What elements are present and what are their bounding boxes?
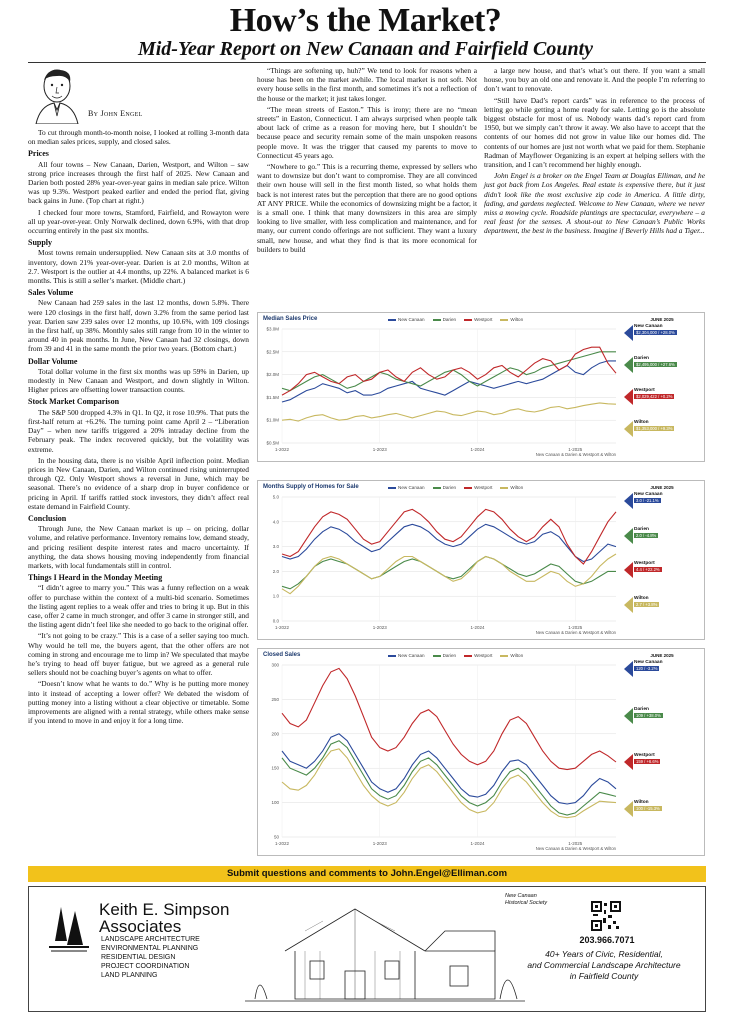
x-tick-label: 1-2022: [274, 841, 290, 846]
paragraph: a large new house, and that’s what’s out there. If you want a small house, you buy an old one and renovate it. And the people I’m referring to don’t want to renovate.: [484, 66, 705, 94]
summary-value: $2,495,000 / +27.6%: [636, 362, 675, 367]
summary-value: $2,304,000 / +28.0%: [636, 330, 675, 335]
pointer-arrow-icon: [624, 661, 633, 677]
chart-footer: New Canaan & Darien & Westport & Wilton: [535, 452, 616, 457]
summary-town: Darien: [634, 706, 649, 712]
pointer-arrow-icon: [624, 754, 633, 770]
advertisement: [28, 886, 706, 1012]
paragraph: “Nowhere to go.” This is a recurring theme, expressed by sellers who want to downsize but don’t want to compromise. They are all convinced their own house will sell in the first month listed, so what holds them back is not interest rates but the perception that there are no good options AT ANY PRICE. While the economics of downsizing might be a factor, it is a small one. I think that many downsizers in this area are simply looking to live smaller, with less complication and maintenance, and for many, our current condo offerings are not sufficient. They want a luxury small, new house, and what they find is that its more economical for builders to build: [257, 162, 477, 254]
paragraph: I checked four more towns, Stamford, Fairfield, and Rowayton were all up year-over-year. Only Norwalk declined, down 6.9%, with that drop occurring entirely in the past six months.: [28, 207, 249, 236]
summary-item: [624, 324, 700, 342]
pointer-arrow-icon: [624, 801, 633, 817]
paragraph: In the housing data, there is no visible April inflection point. Median prices in New Canaan, Darien, and Wilton continued rising uninterrupted through Q2. Only Westport shows a reversal in June, which may be seasonal. There’s no evidence of a sharp drop in buyer confidence or pricing in April. If tariffs rattled stock investors, they didn’t affect real estate demand in Fairfield County.: [28, 455, 249, 511]
x-tick-label: 1-2024: [470, 625, 485, 630]
summary-value: 100 / -15.3%: [636, 805, 660, 811]
qr-code-icon[interactable]: [591, 901, 621, 931]
x-tick-label: 1-2022: [274, 447, 290, 452]
paragraph: “Doesn’t know what he wants to do.” Why is he putting more money into it instead of accepting a lower offer? We debated the wisdom of putting money into a listing without a clear objective or timetable. Some improvements are aligned with a rental strategy, while others make sense if you intend to move in and enjoy it for a long time.: [28, 679, 249, 726]
y-tick-label: $2.0M: [266, 372, 279, 378]
intro-paragraph: To cut through month-to-month noise, I looked at rolling 3-month data on median sales prices, supply, and closed sales.: [28, 128, 249, 147]
article-column-1: [28, 128, 249, 727]
summary-value: $1,353,000 / +9.3%: [636, 426, 673, 431]
pointer-arrow-icon: [624, 597, 633, 613]
summary-town: New Canaan: [634, 324, 663, 329]
x-tick-label: 1-2024: [470, 447, 485, 452]
page-title: How’s the Market?: [229, 2, 502, 39]
pointer-arrow-icon: [624, 357, 633, 373]
x-tick-label: 1-2023: [372, 841, 387, 846]
ad-service: PROJECT COORDINATION: [101, 963, 190, 970]
series-line-westport: [282, 509, 616, 564]
y-tick-label: $1.5M: [266, 394, 279, 400]
x-tick-label: 1-2024: [470, 841, 485, 846]
tagline-line: and Commercial Landscape Architecture: [527, 960, 681, 970]
series-line-wilton: [282, 749, 616, 818]
summary-value: 2.0 / -4.8%: [636, 532, 657, 538]
summary-town: Darien: [634, 526, 649, 532]
y-tick-label: $0.5M: [266, 440, 279, 446]
ad-service: LANDSCAPE ARCHITECTURE: [101, 936, 200, 943]
legend-label: Westport: [474, 485, 493, 490]
x-tick-label: 1-2022: [274, 625, 290, 630]
ad-services-list: [101, 935, 200, 980]
chart-summary-box: [624, 485, 700, 630]
ad-service: RESIDENTIAL DESIGN: [101, 954, 176, 961]
paragraph: “Things are softening up, huh?” We tend to look for reasons when a house has been on the market awhile. The local market is not soft. Not every house sells in the first month, and sometimes it’s not a reflection of the house or the market; it just takes longer.: [257, 66, 477, 103]
section-heading: Sales Volume: [28, 288, 74, 298]
ad-sketch-caption: [505, 893, 547, 906]
legend-label: Westport: [474, 653, 493, 658]
summary-value: 109 / +38.0%: [636, 712, 661, 718]
summary-item: [624, 420, 700, 438]
pointer-arrow-icon: [624, 493, 633, 509]
y-tick-label: 1.0: [272, 593, 279, 599]
summary-town: Wilton: [634, 595, 649, 601]
summary-item: [624, 707, 700, 725]
section-heading: Dollar Volume: [28, 356, 78, 366]
y-tick-label: 150: [271, 765, 279, 771]
pointer-arrow-icon: [624, 325, 633, 341]
paragraph: Through June, the New Canaan market is up – on pricing, dollar volume, and relative performance. Inventory remains low, demand steady, and pricing resilient despite interest rates and macro uncertainty. If anything, the data shows housing moving independently from financial markets, with local fundamentals still in control.: [28, 524, 249, 570]
author-portrait: [32, 66, 82, 124]
x-tick-label: 1-2023: [372, 447, 387, 452]
x-tick-label: 1-2025: [568, 841, 583, 846]
y-tick-label: $3.0M: [266, 326, 279, 332]
ad-company-name: [99, 901, 229, 935]
legend-label: Darien: [442, 317, 457, 322]
legend-label: New Canaan: [398, 317, 425, 322]
chart-footer: New Canaan & Darien & Westport & Wilton: [535, 630, 616, 635]
paragraph: Total dollar volume in the first six months was up 59% in Darien, up modestly in New Canaan and Westport, and down slightly in Wilton. Higher prices are offsetting lower transaction counts.: [28, 366, 249, 395]
legend-label: New Canaan: [398, 653, 425, 658]
series-line-westport: [282, 668, 616, 769]
pointer-arrow-icon: [624, 708, 633, 724]
tree-logo-icon: [45, 901, 93, 953]
tagline-line: in Fairfield County: [569, 971, 639, 981]
y-tick-label: 5.0: [272, 494, 279, 500]
caption-line: New Canaan: [505, 893, 537, 899]
summary-header: JUNE 2025: [650, 485, 674, 490]
historical-society-sketch: [245, 891, 525, 1009]
summary-item: [624, 388, 700, 406]
ad-company-line: Associates: [99, 917, 182, 936]
legend-label: Wilton: [510, 653, 524, 658]
header-rule: [28, 62, 706, 63]
pointer-arrow-icon: [624, 421, 633, 437]
caption-line: Historical Society: [505, 899, 548, 906]
summary-item: [624, 356, 700, 374]
paragraph: “It’s not going to be crazy.” This is a case of a seller saying too much. Why would he tell me, the buyers agent, that the other offers are not coming in strong and encourage me to limp in? We speculated that maybe he’s trying to head off buyer fatigue, but we agreed as a general rule sellers should not be coaching buyer’s agents on what to offer.: [28, 631, 249, 678]
paragraph: New Canaan had 259 sales in the last 12 months, down 5.8%. There were 120 closings in the first half, down 3.2% from the same period last year. Darien saw 239 sales over 12 months, up 10.6%, with 109 closings in the first half, up 38%. Monthly sales still range from 10 in the winter to around 40 in peak months. In June, New Canaan had 32 closings, down from 39 and 41 in the same month the prior two years. (Bottom chart.): [28, 298, 249, 354]
section-heading: Conclusion: [28, 513, 67, 523]
paragraph: All four towns – New Canaan, Darien, Westport, and Wilton – saw strong price increases through the first half of 2025. New Canaan and Darien both posted 28% year-over-year gains in median sale price. Wilton was up 9.3%. Westport peaked earlier and ended the period flat, giving back gains in June. (Top chart at right.): [28, 159, 249, 206]
summary-value: 120 / -3.2%: [636, 666, 658, 671]
chart-title: Median Sales Price: [263, 316, 318, 322]
summary-value: $2,029,422 / +0.2%: [636, 394, 673, 399]
section-heading: Things I Heard in the Monday Meeting: [28, 573, 163, 583]
chart-title: Months Supply of Homes for Sale: [263, 484, 359, 490]
legend-label: Wilton: [510, 485, 524, 490]
series-line-wilton: [282, 403, 616, 421]
submit-banner: Submit questions and comments to John.Engel@Elliman.com: [28, 866, 706, 882]
series-line-darien: [282, 352, 616, 391]
chart-title: Closed Sales: [263, 652, 301, 658]
summary-town: Wilton: [634, 799, 649, 805]
x-tick-label: 1-2025: [568, 625, 583, 630]
y-tick-label: 50: [273, 834, 279, 840]
tagline-line: 40+ Years of Civic, Residential,: [545, 949, 663, 959]
summary-item: [624, 561, 700, 579]
summary-value: 2.7 / +3.8%: [636, 601, 658, 607]
chart-months-supply: [257, 480, 705, 640]
legend-label: Darien: [442, 653, 457, 658]
summary-item: [624, 660, 700, 678]
pointer-arrow-icon: [624, 389, 633, 405]
paragraph: Most towns remain undersupplied. New Canaan sits at 3.0 months of inventory, down 21% year-over-year. Darien is at 2.0 months, Wilton at 2.7. Westport is the outlier at 4.4 months, up 22%. A balanced market is 6 months. This is still a seller’s market. (Middle chart.): [28, 248, 249, 286]
series-line-new-canaan: [282, 524, 616, 561]
y-tick-label: $2.5M: [266, 349, 279, 355]
y-tick-label: 3.0: [272, 544, 279, 550]
author-bio: John Engel is a broker on the Engel Team at Douglas Elliman, and he just got back from Los Angeles. Real estate is expensive there, but it just didn’t look like the most exclusive zip code in America. A little dirty, fading, and gardens neglected. Welcome to New Canaan, where we never miss a mowing cycle. Roadside plantings are spectacular, everywhere – a real feast for the senses. A shout-out to New Canaan’s Public Works department, the best in the business. Imagine if Beverly Hills had a Tiger...: [484, 171, 705, 236]
y-tick-label: 300: [271, 662, 279, 668]
chart-summary-box: [624, 317, 700, 452]
section-heading: Stock Market Comparison: [28, 397, 120, 407]
summary-item: [624, 527, 700, 545]
section-heading: Supply: [28, 238, 53, 248]
byline: By John Engel: [88, 109, 143, 118]
series-line-wilton: [282, 554, 616, 594]
ad-company-line: Keith E. Simpson: [99, 900, 230, 919]
summary-town: New Canaan: [634, 660, 663, 665]
y-tick-label: 250: [271, 696, 279, 702]
summary-town: Westport: [634, 753, 655, 758]
page-subtitle: Mid-Year Report on New Canaan and Fairfield County: [137, 38, 594, 60]
summary-item: [624, 753, 700, 771]
section-heading: Prices: [28, 149, 49, 159]
legend-label: New Canaan: [398, 485, 425, 490]
summary-item: [624, 800, 700, 818]
summary-town: Wilton: [634, 420, 649, 425]
paragraph: The S&P 500 dropped 4.3% in Q1. In Q2, it rose 10.9%. That puts the first-half return at +6.2%. The turning point came April 2 – “Liberation Day” – when new tariffs triggered a 20% intraday decline from the February peak. The index recovered quickly, but the volatility was extreme.: [28, 407, 249, 454]
series-line-darien: [282, 557, 616, 589]
chart-summary-box: [624, 653, 700, 846]
ad-service: LAND PLANNING: [101, 972, 158, 979]
summary-item: [624, 596, 700, 614]
summary-town: Westport: [634, 561, 655, 566]
summary-header: JUNE 2025: [650, 317, 674, 322]
x-tick-label: 1-2023: [372, 625, 387, 630]
summary-value: 3.0 / -21.1%: [636, 498, 659, 503]
summary-value: 159 / +6.6%: [636, 759, 659, 764]
summary-value: 4.4 / +22.2%: [636, 567, 660, 572]
article-column-3: [484, 66, 705, 238]
legend-label: Westport: [474, 317, 493, 322]
ad-phone: 203.966.7071: [579, 935, 635, 945]
y-tick-label: 0.0: [272, 618, 279, 624]
ad-service: ENVIRONMENTAL PLANNING: [101, 945, 199, 952]
y-tick-label: 100: [271, 800, 279, 806]
paragraph: “The mean streets of Easton.” This is irony; there are no “mean streets” in Easton, Connecticut. I am always surprised when people talk about lack of crime as a reason for moving here, but I shouldn’t be because peace and security remain some of the main unspoken reasons people move. It was the trigger that caused my parents to move to Connecticut 45 years ago.: [257, 104, 477, 160]
chart-median-sales-price: [257, 312, 705, 462]
chart-closed-sales: [257, 648, 705, 856]
pointer-arrow-icon: [624, 528, 633, 544]
article-column-2: [257, 66, 477, 256]
legend-label: Darien: [442, 485, 457, 490]
pointer-arrow-icon: [624, 562, 633, 578]
paragraph: “I didn’t agree to marry you.” This was a funny reflection on a weak offer to purchase within the context of a multi-bid scenario. Sometimes the listing agent replies to a weak offer and tries to bring it up. But in this case, offer 2 came in much stronger, and offer 3 came in stronger still, and the listing agent didn’t feel like she needed to go back to the original offer.: [28, 583, 249, 630]
y-tick-label: 2.0: [272, 568, 279, 574]
summary-town: Westport: [634, 388, 655, 393]
paragraph: “Still have Dad’s report cards” was in reference to the process of letting go while getting a home ready for sale. Letting go is the absolute biggest obstacle for most of us. Nobody wants dad’s report card from 1950, but we simply can’t throw it away. We also have to accept that the contents of our homes did not grow in value like our homes did. The contents of our homes are just not worth what we paid for them. Stephanie Radman of Mayflower Organizing is an expert at helping sellers with the transition, and I can’t recommend her highly enough.: [484, 95, 705, 170]
ad-tagline: [505, 949, 703, 982]
y-tick-label: $1.0M: [266, 417, 279, 423]
y-tick-label: 4.0: [272, 519, 279, 525]
x-tick-label: 1-2025: [568, 447, 583, 452]
summary-header: JUNE 2025: [650, 653, 674, 658]
summary-town: Darien: [634, 356, 649, 361]
chart-footer: New Canaan & Darien & Westport & Wilton: [535, 846, 616, 851]
y-tick-label: 200: [271, 731, 279, 737]
summary-town: New Canaan: [634, 492, 663, 497]
legend-label: Wilton: [510, 317, 524, 322]
summary-item: [624, 492, 700, 510]
